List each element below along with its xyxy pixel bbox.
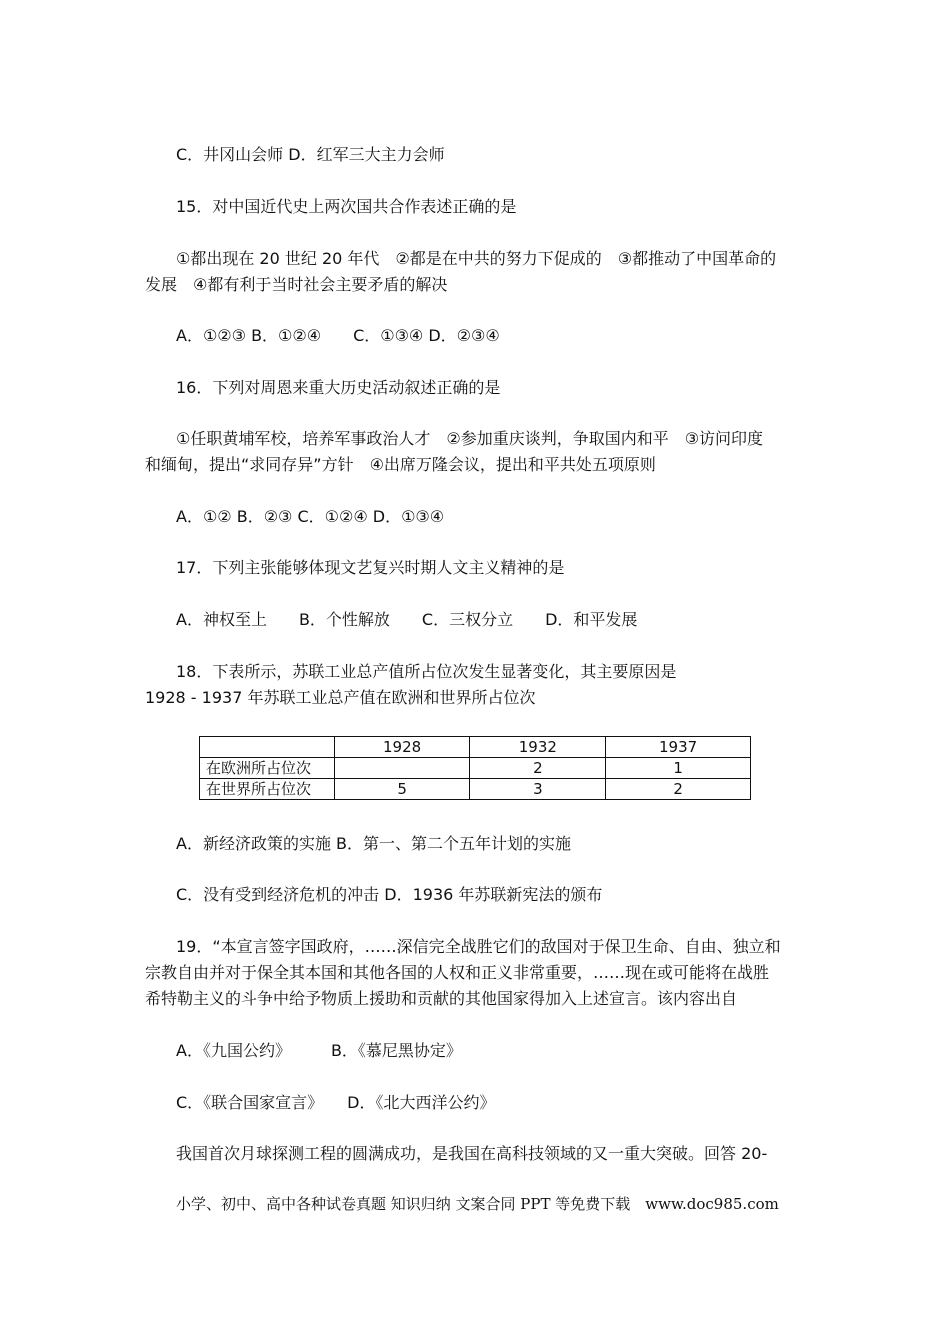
q15-options: A．①②③ B．①②④ C．①③④ D．②③④	[176, 326, 500, 345]
q19-stem-line-2: 宗教自由并对于保全其本国和其他各国的人权和正义非常重要，……现在或可能将在战胜	[145, 963, 770, 982]
q18-options-cd: C．没有受到经济危机的冲击 D．1936 年苏联新宪法的颁布	[176, 885, 603, 904]
q16-options: A．①② B．②③ C．①②④ D．①③④	[176, 507, 445, 526]
table-cell: 2	[470, 758, 606, 779]
q17-stem: 17．下列主张能够体现文艺复兴时期人文主义精神的是	[176, 558, 565, 577]
q19-options-ab: A．《九国公约》 B．《慕尼黑协定》	[176, 1041, 462, 1060]
table-cell: 3	[470, 779, 606, 800]
q17-options: A．神权至上 B．个性解放 C．三权分立 D．和平发展	[176, 610, 638, 629]
table-header-cell	[200, 737, 335, 758]
table-row	[200, 758, 751, 779]
table-cell: 5	[334, 779, 470, 800]
table-cell: 1	[606, 758, 751, 779]
q16-items-line-1: ①任职黄埔军校，培养军事政治人才 ②参加重庆谈判，争取国内和平 ③访问印度	[176, 429, 764, 448]
q19-options-cd: C．《联合国家宣言》 D．《北大西洋公约》	[176, 1093, 496, 1112]
q19-stem-line-1: 19．“本宣言签字国政府，……深信完全战胜它们的敌国对于保卫生命、自由、独立和	[176, 937, 781, 956]
table-header-cell: 1928	[334, 737, 470, 758]
download-footer: 小学、初中、高中各种试卷真题 知识归纳 文案合同 PPT 等免费下载 www.doc985.com	[176, 1195, 779, 1213]
q16-items-line-2: 和缅甸，提出“求同存异”方针 ④出席万隆会议，提出和平共处五项原则	[145, 455, 656, 474]
table-cell: 2	[606, 779, 751, 800]
table-header-cell: 1932	[470, 737, 606, 758]
q18-table-title: 1928 - 1937 年苏联工业总产值在欧洲和世界所占位次	[145, 688, 536, 707]
q18-options-ab: A．新经济政策的实施 B．第一、第二个五年计划的实施	[176, 834, 572, 853]
production-rank-table	[199, 736, 751, 800]
q19-stem-line-3: 希特勒主义的斗争中给予物质上援助和贡献的其他国家得加入上述宣言。该内容出自	[145, 989, 738, 1008]
q14-options-cd: C．井冈山会师 D．红军三大主力会师	[176, 145, 445, 164]
q15-items-line-1: ①都出现在 20 世纪 20 年代 ②都是在中共的努力下促成的 ③都推动了中国革命的	[176, 249, 777, 268]
q20-intro: 我国首次月球探测工程的圆满成功，是我国在高科技领域的又一重大突破。回答 20-	[176, 1144, 768, 1163]
q15-items-line-2: 发展 ④都有利于当时社会主要矛盾的解决	[145, 275, 448, 294]
q16-stem: 16．下列对周恩来重大历史活动叙述正确的是	[176, 378, 501, 397]
table-header-cell: 1937	[606, 737, 751, 758]
table-cell	[334, 758, 470, 779]
table-row-label: 在世界所占位次	[200, 779, 335, 800]
table-row	[200, 779, 751, 800]
q18-stem: 18．下表所示，苏联工业总产值所占位次发生显著变化，其主要原因是	[176, 662, 677, 681]
q15-stem: 15．对中国近代史上两次国共合作表述正确的是	[176, 197, 517, 216]
table-row-label: 在欧洲所占位次	[200, 758, 335, 779]
table-header-row	[200, 737, 751, 758]
